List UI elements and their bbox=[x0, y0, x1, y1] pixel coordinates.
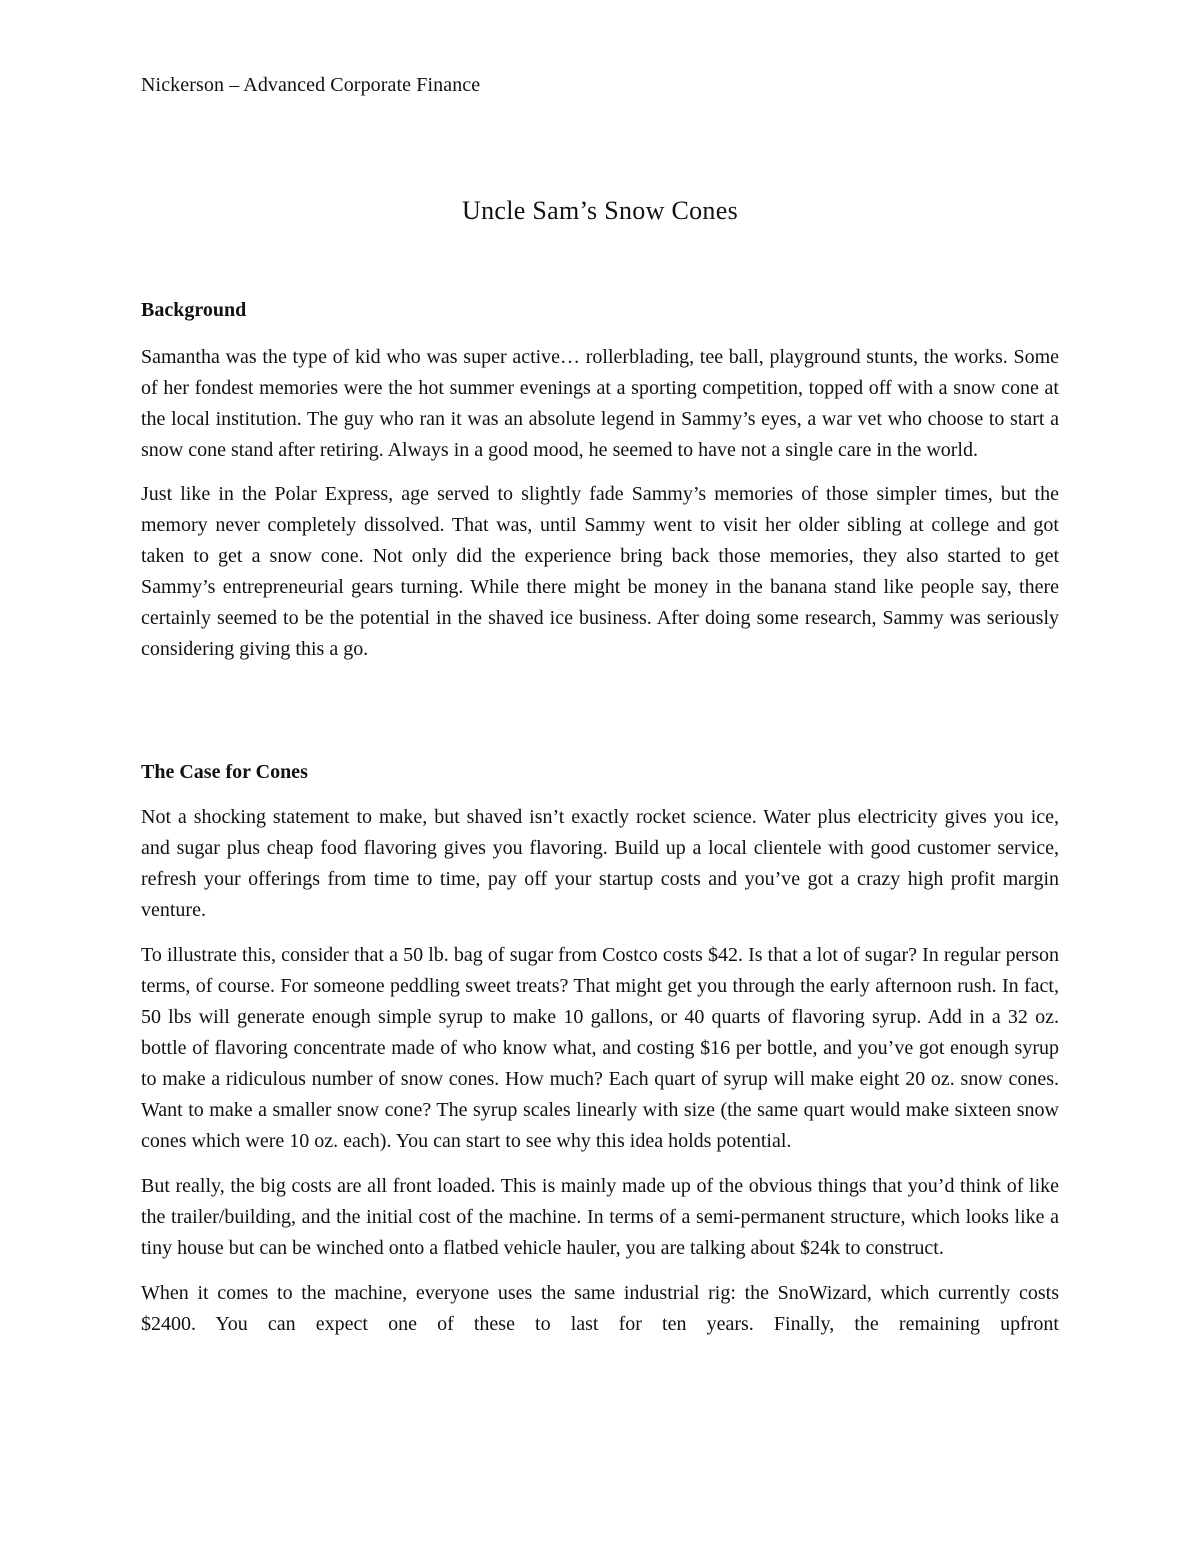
paragraph: When it comes to the machine, everyone uses the same industrial rig: the SnoWizard, which currently costs $2400. You can expect one of these to last for ten years. Finally, the remaining upfront bbox=[141, 1282, 1059, 1335]
section-background bbox=[141, 295, 1059, 665]
paragraph: Samantha was the type of kid who was super active… rollerblading, tee ball, playground stunts, the works. Some of her fondest memories were the hot summer evenings at a sporting competition, topped off with a snow cone at the local institution. The guy who ran it was an absolute legend in Sammy’s eyes, a war vet who choose to start a snow cone stand after retiring. Always in a good mood, he seemed to have not a single care in the world. bbox=[141, 346, 1059, 461]
paragraph: But really, the big costs are all front loaded. This is mainly made up of the obvious things that you’d think of like the trailer/building, and the initial cost of the machine. In terms of a semi-permanent structure, which looks like a tiny house but can be winched onto a flatbed vehicle hauler, you are talking about $24k to construct. bbox=[141, 1175, 1059, 1259]
running-header: Nickerson – Advanced Corporate Finance bbox=[141, 74, 481, 96]
paragraph: Not a shocking statement to make, but shaved isn’t exactly rocket science. Water plus electricity gives you ice, and sugar plus cheap food flavoring gives you flavoring. Build up a local clientele with good customer service, refresh your offerings from time to time, pay off your startup costs and you’ve got a crazy high profit margin venture. bbox=[141, 806, 1059, 921]
section-heading: Background bbox=[141, 299, 247, 321]
document-title: Uncle Sam’s Snow Cones bbox=[462, 196, 738, 225]
section-heading: The Case for Cones bbox=[141, 761, 308, 783]
section-case-for-cones bbox=[141, 757, 1059, 1340]
paragraph: To illustrate this, consider that a 50 lb. bag of sugar from Costco costs $42. Is that a lot of sugar? In regular person terms, of course. For someone peddling sweet treats? That might get you through the early afternoon rush. In fact, 50 lbs will generate enough simple syrup to make 10 gallons, or 40 quarts of flavoring syrup. Add in a 32 oz. bottle of flavoring concentrate made of who know what, and costing $16 per bottle, and you’ve got enough syrup to make a ridiculous number of snow cones. How much? Each quart of syrup will make eight 20 oz. snow cones. Want to make a smaller snow cone? The syrup scales linearly with size (the same quart would make sixteen snow cones which were 10 oz. each). You can start to see why this idea holds potential. bbox=[141, 944, 1059, 1152]
paragraph: Just like in the Polar Express, age served to slightly fade Sammy’s memories of those simpler times, but the memory never completely dissolved. That was, until Sammy went to visit her older sibling at college and got taken to get a snow cone. Not only did the experience bring back those memories, they also started to get Sammy’s entrepreneurial gears turning. While there might be money in the banana stand like people say, there certainly seemed to be the potential in the shaved ice business. After doing some research, Sammy was seriously considering giving this a go. bbox=[141, 483, 1059, 660]
